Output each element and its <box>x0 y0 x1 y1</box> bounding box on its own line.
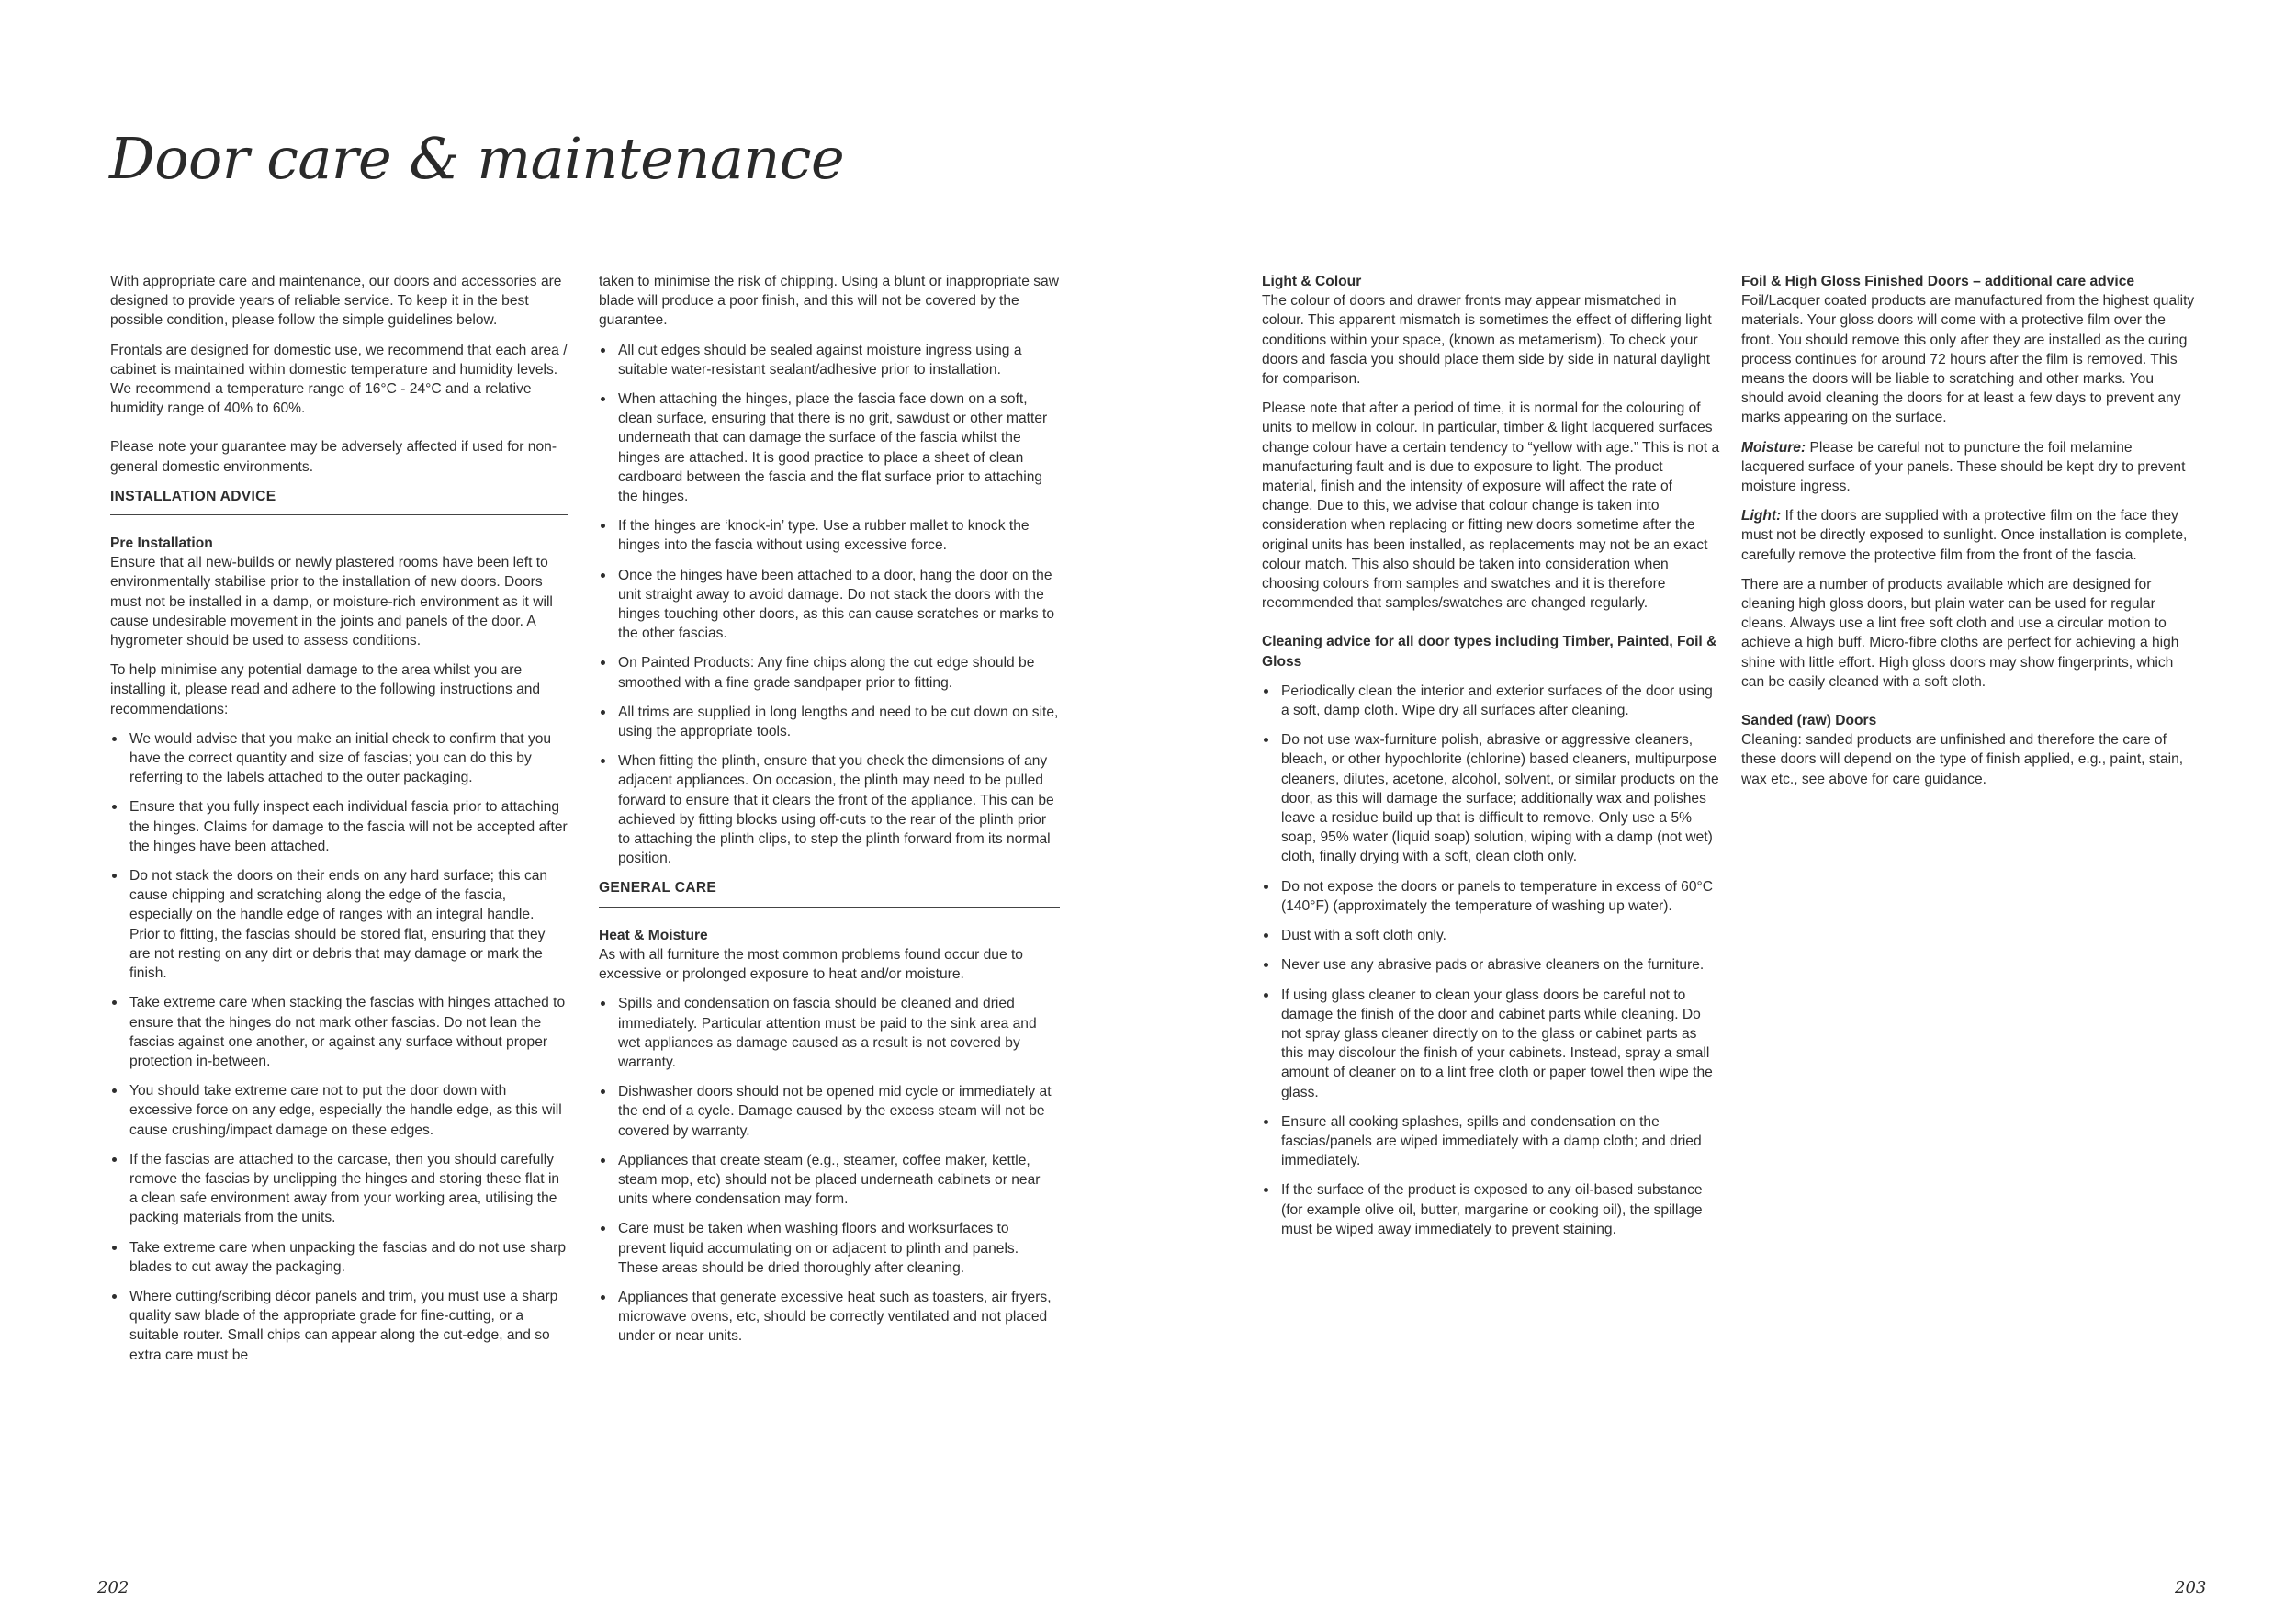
column-2 <box>599 272 1060 1357</box>
list-item: All cut edges should be sealed against moisture ingress using a suitable water-resistant sealant/adhesive prior to installation. <box>599 341 1060 379</box>
list-item: Dishwasher doors should not be opened mid cycle or immediately at the end of a cycle. Damage caused by the excess steam will not be covered by warranty. <box>599 1082 1060 1141</box>
moisture-paragraph <box>1741 438 2195 497</box>
paragraph: Foil/Lacquer coated products are manufactured from the highest quality materials. Your gloss doors will come with a protective film over the front. You should remove this only after they are installed as the curing process continues for around 72 hours after the film is removed. This means the doors will be liable to scratching and other marks. You should avoid cleaning the doors for at least a few days to prevent any marks appearing on the surface. <box>1741 293 2195 426</box>
list-item: Ensure all cooking splashes, spills and condensation on the fascias/panels are wiped immediately with a damp cloth; and dried immediately. <box>1262 1112 1721 1171</box>
subheading-pre-installation: Pre Installation <box>110 536 213 552</box>
list-item: Take extreme care when unpacking the fascias and do not use sharp blades to cut away the packaging. <box>110 1238 568 1277</box>
list-item: On Painted Products: Any fine chips along the cut edge should be smoothed with a fine grade sandpaper prior to fitting. <box>599 653 1060 692</box>
sanded-block <box>1741 711 2195 789</box>
paragraph-continued: taken to minimise the risk of chipping. Using a blunt or inappropriate saw blade will produce a poor finish, and this will not be covered by the guarantee. <box>599 274 1059 329</box>
paragraph: The colour of doors and drawer fronts may appear mismatched in colour. This apparent mismatch is sometimes the effect of differing light conditions within your space, (known as metamerism). To check your doors and fascia you should place them side by side in natural daylight for comparison. <box>1262 293 1712 388</box>
light-colour-block <box>1262 272 1721 389</box>
bullet-list <box>1262 682 1721 1239</box>
section-heading-general-care: GENERAL CARE <box>599 878 1060 907</box>
list-item: Do not expose the doors or panels to temperature in excess of 60°C (140°F) (approximately the temperature of washing up water). <box>1262 877 1721 916</box>
page-number-right: 203 <box>2175 1578 2207 1597</box>
list-item: Take extreme care when stacking the fascias with hinges attached to ensure that the hinges do not mark other fascias. Do not lean the fascias against one another, or against any surface without proper protection in-between. <box>110 993 568 1071</box>
bullet-list <box>110 729 568 1365</box>
list-item: All trims are supplied in long lengths and need to be cut down on site, using the appropriate tools. <box>599 703 1060 741</box>
list-item: If the surface of the product is exposed to any oil-based substance (for example olive oil, butter, margarine or cooking oil), the spillage must be wiped away immediately to prevent staining. <box>1262 1180 1721 1239</box>
page-title: Door care & maintenance <box>109 125 845 192</box>
light-label: Light: <box>1741 508 1782 524</box>
list-item: Dust with a soft cloth only. <box>1262 926 1721 945</box>
list-item: We would advise that you make an initial check to confirm that you have the correct quantity and size of fascias; you can do this by referring to the labels attached to the outer packaging. <box>110 729 568 788</box>
paragraph: Cleaning: sanded products are unfinished and therefore the care of these doors will depend on the type of finish applied, e.g., paint, stain, wax etc., see above for care guidance. <box>1741 732 2184 787</box>
cleaning-heading-block <box>1262 632 1721 671</box>
intro-paragraph: With appropriate care and maintenance, our doors and accessories are designed to provide years of reliable service. To keep it in the best possible condition, please follow the simple guidelines below. <box>110 274 562 329</box>
moisture-text: Please be careful not to puncture the foil melamine lacquered surface of your panels. These should be kept dry to prevent moisture ingress. <box>1741 439 2186 495</box>
paragraph: Ensure that all new-builds or newly plastered rooms have been left to environmentally stabilise prior to the installation of new doors. Doors must not be installed in a damp, or moisture-rich environment as it will cause undesirable movement in the joints and panels of the door. A hygrometer should be used to assess conditions. <box>110 555 553 649</box>
list-item: Spills and condensation on fascia should be cleaned and dried immediately. Particular attention must be paid to the sink area and wet appliances as damage caused as a result is not covered by warranty. <box>599 994 1060 1072</box>
subheading-cleaning-advice: Cleaning advice for all door types including Timber, Painted, Foil & Gloss <box>1262 634 1717 670</box>
paragraph: To help minimise any potential damage to the area whilst you are installing it, please read and adhere to the following instructions and recommendations: <box>110 662 541 717</box>
column-4 <box>1741 272 2195 799</box>
paragraph: As with all furniture the most common problems found occur due to excessive or prolonged exposure to heat and/or moisture. <box>599 946 1023 983</box>
subheading-sanded-doors: Sanded (raw) Doors <box>1741 713 1877 729</box>
page-number-left: 202 <box>97 1578 129 1597</box>
column-1 <box>110 272 568 1375</box>
pre-installation-block <box>110 534 568 650</box>
subheading-light-colour: Light & Colour <box>1262 274 1362 289</box>
list-item: Where cutting/scribing décor panels and trim, you must use a sharp quality saw blade of the appropriate grade for fine-cutting, or a suitable router. Small chips can appear along the cut-edge, and so extra care must be <box>110 1287 568 1365</box>
foil-gloss-block <box>1741 272 2195 428</box>
list-item: If the hinges are ‘knock-in’ type. Use a rubber mallet to knock the hinges into the fascia without using excessive force. <box>599 516 1060 555</box>
list-item: Never use any abrasive pads or abrasive cleaners on the furniture. <box>1262 955 1721 975</box>
list-item: If using glass cleaner to clean your glass doors be careful not to damage the finish of the door and cabinet parts while cleaning. Do not spray glass cleaner directly on to the glass or cabinet parts as this may discolour the finish of your cabinets. Instead, spray a small amount of cleaner on to a lint free cloth or paper towel then wipe the glass. <box>1262 986 1721 1102</box>
light-paragraph <box>1741 506 2195 565</box>
paragraph: There are a number of products available which are designed for cleaning high gloss doors, but plain water can be used for regular cleans. Always use a lint free soft cloth and use a circular motion to achieve a high buff. Micro-fibre cloths are perfect for achieving a high shine with little effort. High gloss doors may show fingerprints, which can be easily cleaned with a soft cloth. <box>1741 576 2179 690</box>
list-item: If the fascias are attached to the carcase, then you should carefully remove the fascias by unclipping the hinges and storing these flat in a clean safe environment away from your working area, utilising the packing materials from the units. <box>110 1150 568 1228</box>
bullet-list <box>599 994 1060 1346</box>
intro-paragraph: Please note your guarantee may be adversely affected if used for non-general domestic environments. <box>110 439 557 475</box>
list-item: You should take extreme care not to put the door down with excessive force on any edge, especially the handle edge, as this will cause crushing/impact damage on these edges. <box>110 1081 568 1140</box>
light-text: If the doors are supplied with a protective film on the face they must not be directly exposed to sunlight. Once installation is complete, carefully remove the protective film from the front of the fascia. <box>1741 508 2188 563</box>
paragraph: Please note that after a period of time, it is normal for the colouring of units to mellow in colour. In particular, timber & light lacquered surfaces change colour have a certain tendency to “yellow with age.” This is not a manufacturing fault and is due to exposure to light. The product material, finish and the intensity of exposure will affect the rate of change. Due to this, we advise that colour change is taken into consideration when replacing or fitting new doors sometime after the original units has been installed, as replacements may not be an exact colour match. This also should be taken into consideration when choosing colours from samples and swatches and it is therefore recommended that samples/swatches are changed regularly. <box>1262 400 1720 612</box>
section-heading-installation: INSTALLATION ADVICE <box>110 487 568 515</box>
heat-moisture-block <box>599 926 1060 985</box>
list-item: When fitting the plinth, ensure that you check the dimensions of any adjacent appliances. On occasion, the plinth may need to be pulled forward to ensure that it clears the front of the appliance. This can be achieved by fitting blocks using off-cuts to the rear of the plinth prior to attaching the plinth clips, to step the plinth forward from its normal position. <box>599 751 1060 868</box>
subheading-heat-moisture: Heat & Moisture <box>599 927 708 943</box>
list-item: Appliances that create steam (e.g., steamer, coffee maker, kettle, steam mop, etc) should not be placed underneath cabinets or near units where condensation may form. <box>599 1151 1060 1210</box>
list-item: Appliances that generate excessive heat such as toasters, air fryers, microwave ovens, etc, should be correctly ventilated and not placed under or near units. <box>599 1288 1060 1347</box>
list-item: Ensure that you fully inspect each individual fascia prior to attaching the hinges. Claims for damage to the fascia will not be accepted after the hinges have been attached. <box>110 797 568 856</box>
list-item: When attaching the hinges, place the fascia face down on a soft, clean surface, ensuring that there is no grit, sawdust or other matter underneath that can damage the surface of the fascia whilst the hinges are attached. It is good practice to place a sheet of clean cardboard between the fascia and the flat surface prior to attaching the hinges. <box>599 389 1060 506</box>
moisture-label: Moisture: <box>1741 439 1806 456</box>
list-item: Once the hinges have been attached to a door, hang the door on the unit straight away to avoid damage. Do not stack the doors with the hinges touching other doors, as this can cause scratches or marks to the other fascias. <box>599 566 1060 644</box>
bullet-list <box>599 341 1060 869</box>
subheading-foil-gloss: Foil & High Gloss Finished Doors – additional care advice <box>1741 274 2135 289</box>
list-item: Do not stack the doors on their ends on any hard surface; this can cause chipping and scratching along the edge of the fascia, especially on the handle edge of ranges with an integral handle. Prior to fitting, the fascias should be stored flat, ensuring that they are not resting on any dirt or debris that may damage or mark the finish. <box>110 866 568 983</box>
list-item: Periodically clean the interior and exterior surfaces of the door using a soft, damp cloth. Wipe dry all surfaces after cleaning. <box>1262 682 1721 720</box>
column-3 <box>1262 272 1721 1249</box>
intro-paragraph: Frontals are designed for domestic use, we recommend that each area / cabinet is maintained within domestic temperature and humidity levels. We recommend a temperature range of 16°C - 24°C and a relative humidity range of 40% to 60%. <box>110 342 568 417</box>
list-item: Do not use wax-furniture polish, abrasive or aggressive cleaners, bleach, or other hypochlorite (chlorine) based cleaners, multipurpose cleaners, dilutes, acetone, alcohol, solvent, or similar products on the door, as this will damage the surface; additionally wax and polishes leave a residue build up that is difficult to remove. Only use a 5% soap, 95% water (liquid soap) solution, wiping with a damp (not wet) cloth, finally drying with a soft, clean cloth only. <box>1262 730 1721 866</box>
list-item: Care must be taken when washing floors and worksurfaces to prevent liquid accumulating on or adjacent to plinth and panels. These areas should be dried thoroughly after cleaning. <box>599 1219 1060 1278</box>
